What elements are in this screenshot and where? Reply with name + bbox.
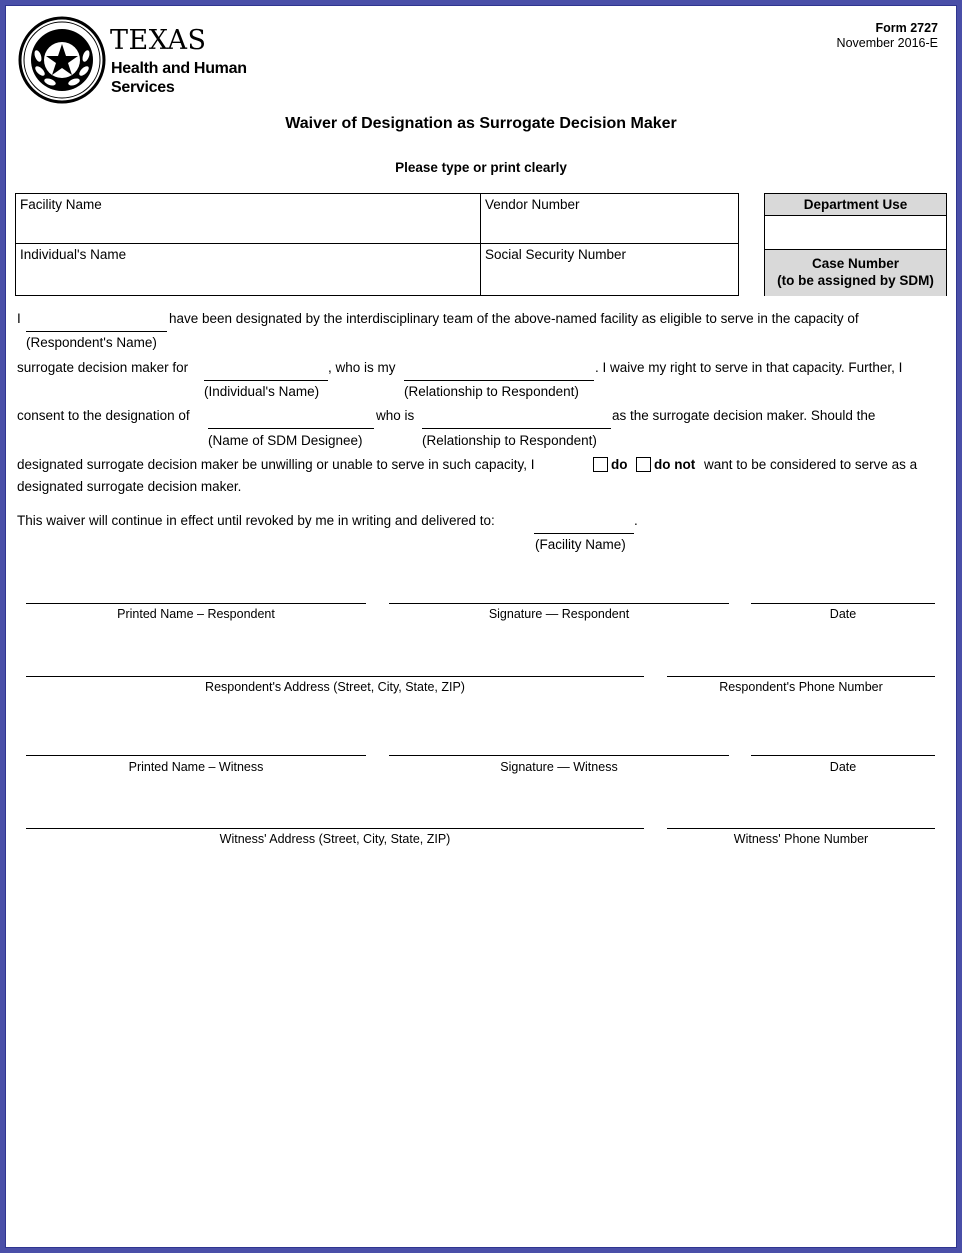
witness-phone-line[interactable]: [667, 828, 935, 829]
printed-name-witness-line[interactable]: [26, 755, 366, 756]
p1-start: I: [17, 311, 21, 326]
vendor-number-field[interactable]: Vendor Number: [485, 197, 580, 212]
department-use-box: [764, 193, 947, 296]
label-individual-name: (Individual's Name): [204, 384, 320, 399]
respondent-name-line[interactable]: [26, 331, 167, 332]
p4-end: want to be considered to serve as a: [704, 457, 918, 472]
do-not-checkbox[interactable]: [636, 457, 651, 472]
signature-witness-label: Signature — Witness: [500, 760, 618, 774]
texas-seal-logo: [18, 16, 106, 104]
department-use-field[interactable]: [765, 216, 946, 249]
signature-witness-line[interactable]: [389, 755, 729, 756]
form-date: November 2016-E: [836, 36, 938, 50]
p2-end: . I waive my right to serve in that capacity. Further, I: [595, 360, 903, 375]
p3-end: as the surrogate decision maker. Should the: [612, 408, 876, 423]
date-2-line[interactable]: [751, 755, 935, 756]
form-title: Waiver of Designation as Surrogate Decision Maker: [285, 115, 677, 132]
p3-start: consent to the designation of: [17, 408, 190, 423]
date-2-label: Date: [829, 760, 857, 774]
witness-phone-label: Witness' Phone Number: [733, 832, 869, 846]
department-use-header: Department Use: [765, 194, 946, 216]
respondent-phone-label: Respondent's Phone Number: [719, 680, 883, 694]
label-relationship-1: (Relationship to Respondent): [404, 384, 579, 399]
case-number-note: (to be assigned by SDM): [777, 273, 934, 288]
p5-text: This waiver will continue in effect until revoked by me in writing and delivered to:: [17, 513, 495, 528]
p4-start: designated surrogate decision maker be unwilling or unable to serve in such capacity, I: [17, 457, 535, 472]
printed-name-respondent-label: Printed Name – Respondent: [117, 607, 275, 621]
facility-name-line[interactable]: [534, 533, 634, 534]
form-page: [5, 5, 957, 1248]
label-relationship-2: (Relationship to Respondent): [422, 433, 597, 448]
date-1-line[interactable]: [751, 603, 935, 604]
do-checkbox[interactable]: [593, 457, 608, 472]
info-table: [15, 193, 739, 296]
witness-address-line[interactable]: [26, 828, 644, 829]
p2-start: surrogate decision maker for: [17, 360, 189, 375]
form-number: Form 2727: [875, 21, 938, 35]
relationship-line-1[interactable]: [404, 380, 594, 381]
case-number-label: Case Number: [811, 256, 900, 271]
printed-name-respondent-line[interactable]: [26, 603, 366, 604]
signature-respondent-line[interactable]: [389, 603, 729, 604]
printed-name-witness-label: Printed Name – Witness: [128, 760, 264, 774]
label-facility-name: (Facility Name): [535, 537, 626, 552]
witness-address-label: Witness' Address (Street, City, State, ZIP): [219, 832, 451, 846]
label-sdm-designee: (Name of SDM Designee): [208, 433, 363, 448]
org-name-line3: Services: [111, 79, 175, 96]
case-number-header: [765, 249, 946, 296]
p5-period: .: [634, 513, 638, 528]
date-1-label: Date: [829, 607, 857, 621]
individual-name-field[interactable]: Individual's Name: [20, 247, 127, 262]
signature-respondent-label: Signature — Respondent: [488, 607, 630, 621]
relationship-line-2[interactable]: [422, 428, 611, 429]
table-divider-horizontal: [16, 243, 738, 244]
individual-name-line[interactable]: [204, 380, 328, 381]
org-name-line2: Health and Human: [111, 60, 247, 77]
org-name-texas: TEXAS: [110, 25, 207, 56]
respondent-address-line[interactable]: [26, 676, 644, 677]
sdm-designee-line[interactable]: [208, 428, 374, 429]
table-divider-vertical: [480, 194, 481, 295]
ssn-field[interactable]: Social Security Number: [485, 247, 627, 262]
p3-mid: who is: [376, 408, 415, 423]
do-not-option-label: do not: [654, 457, 696, 472]
respondent-phone-line[interactable]: [667, 676, 935, 677]
do-option-label: do: [611, 457, 628, 472]
p4-line2: designated surrogate decision maker.: [17, 479, 242, 494]
label-respondent-name: (Respondent's Name): [26, 335, 157, 350]
p1-text: have been designated by the interdisciplinary team of the above-named facility as eligible to serve in the capacity of: [169, 311, 859, 326]
respondent-address-label: Respondent's Address (Street, City, State, ZIP): [205, 680, 465, 694]
facility-name-field[interactable]: Facility Name: [20, 197, 102, 212]
p2-mid: , who is my: [328, 360, 396, 375]
form-instruction: Please type or print clearly: [395, 160, 567, 175]
